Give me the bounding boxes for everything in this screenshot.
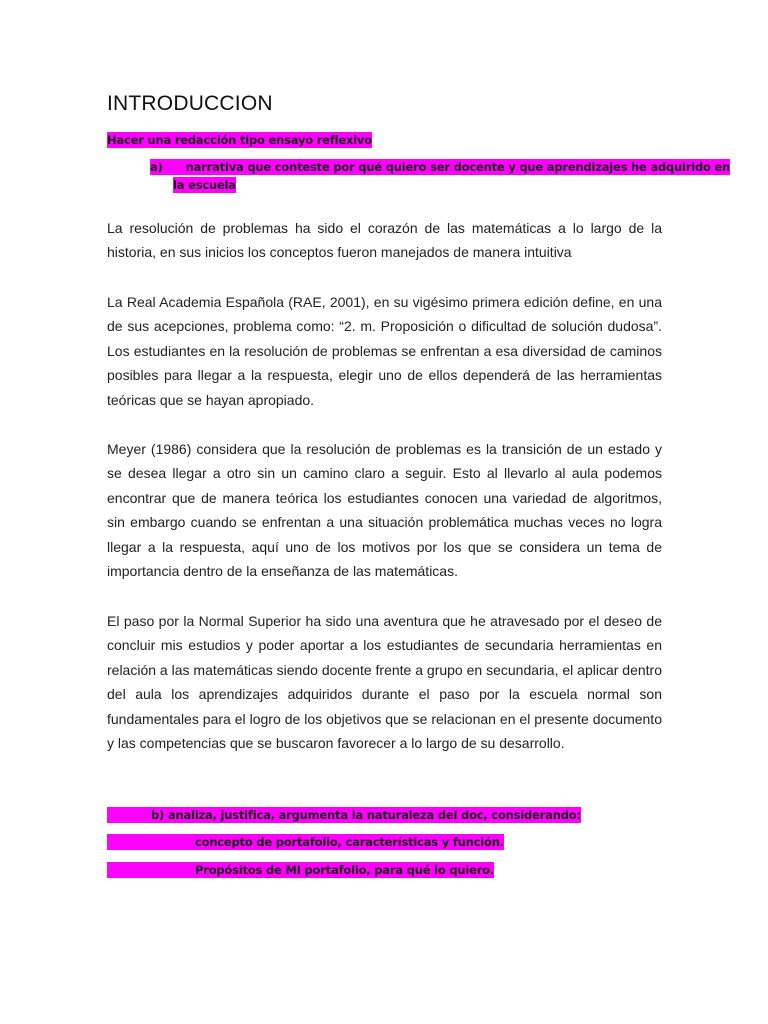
instruction-b-item-1-text: concepto de portafolio, características y función. (107, 834, 504, 850)
instruction-b-item-1 (107, 833, 504, 851)
instruction-b-item-2-text: Propósitos de MI portafolio, para qué lo quiero. (107, 862, 494, 878)
instruction-b-item-2 (107, 861, 494, 879)
paragraph-2: La Real Academia Española (RAE, 2001), en su vigésimo primera edición define, en una de sus acepciones, problema como: “2. m. Proposición o dificultad de solución dudosa”. Los estudiantes en la resolución de problemas se enfrentan a esa diversidad de caminos posibles para llegar a la respuesta, elegir uno de ellos dependerá de las herramientas teóricas que se hayan apropiado. (107, 294, 662, 408)
paragraph-1: La resolución de problemas ha sido el corazón de las matemáticas a lo largo de la historia, en sus inicios los conceptos fueron manejados de manera intuitiva (107, 220, 662, 261)
instruction-a-line1: narrativa que conteste por qué quiero ser docente y que aprendizajes he adquirido en (185, 160, 731, 174)
instruction-a-marker: a) (150, 159, 186, 175)
instruction-a-line2: la escuela (173, 178, 236, 192)
paragraph-4: El paso por la Normal Superior ha sido una aventura que he atravesado por el deseo de concluir mis estudios y poder aportar a los estudiantes de secundaria herramientas en relación a las matemáticas siendo docente frente a grupo en secundaria, el aplicar dentro del aula los aprendizajes adquiridos durante el paso por la escuela normal son fundamentales para el logro de los objetivos que se relacionan en el presente documento y las competencias que se buscaron favorecer a lo largo de su desarrollo. (107, 613, 662, 752)
paragraph-3: Meyer (1986) considera que la resolución de problemas es la transición de un estado y se desea llegar a otro sin un camino claro a seguir. Esto al llevarlo al aula podemos encontrar que de manera teórica los estudiantes conocen una variedad de algoritmos, sin embargo cuando se enfrentan a una situación problemática muchas veces no logra llegar a la respuesta, aquí uno de los motivos por los que se considera un tema de importancia dentro de la enseñanza de las matemáticas. (107, 441, 662, 580)
instruction-a-continued (173, 176, 236, 194)
page-title: INTRODUCCION (107, 92, 273, 115)
instruction-main (107, 131, 372, 149)
instruction-a (150, 158, 730, 176)
instruction-main-text: Hacer una redacción tipo ensayo reflexivo (107, 133, 372, 147)
instruction-b (107, 806, 581, 824)
instruction-b-text: b) analiza, justifica, argumenta la naturaleza del doc, considerando: (107, 807, 581, 823)
